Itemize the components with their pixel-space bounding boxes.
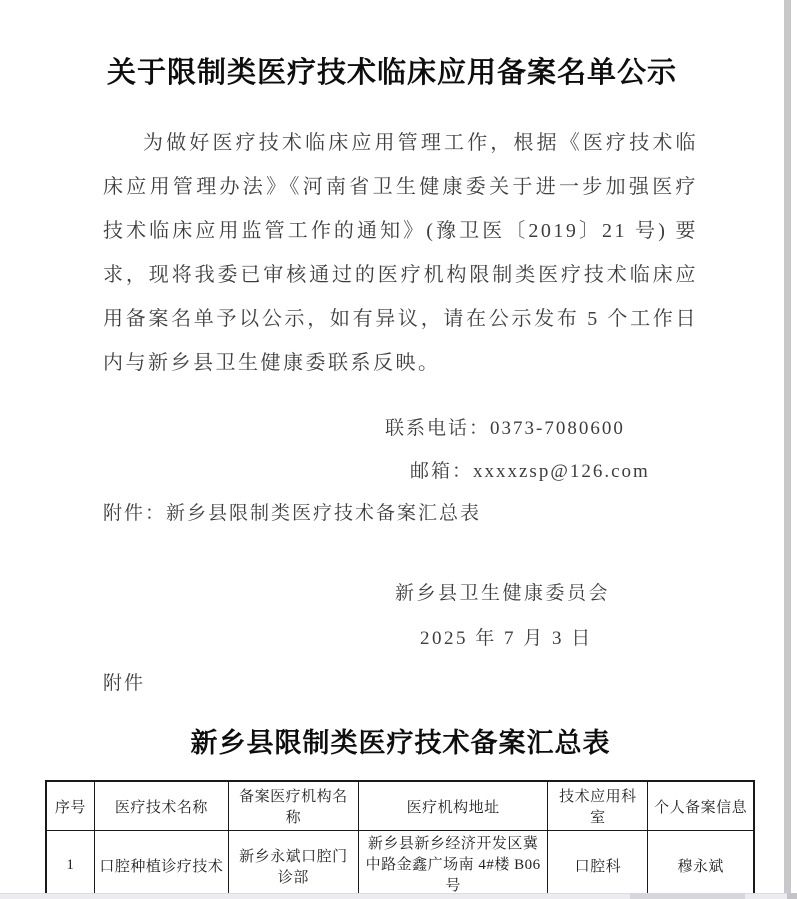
summary-table	[45, 780, 755, 893]
cell-person-info: 穆永斌	[648, 831, 754, 894]
header-tech-name: 医疗技术名称	[94, 781, 229, 831]
contact-email: 邮箱：xxxxzsp@126.com	[410, 461, 650, 482]
issuer-name: 新乡县卫生健康委员会	[395, 583, 611, 604]
attachment-note: 附件：新乡县限制类医疗技术备案汇总表	[103, 503, 482, 524]
contact-phone: 联系电话：0373-7080600	[385, 418, 625, 439]
issue-date: 2025 年 7 月 3 日	[420, 628, 593, 649]
cell-department: 口腔科	[548, 831, 648, 894]
header-org-address: 医疗机构地址	[358, 781, 548, 831]
cell-org-name: 新乡永斌口腔门诊部	[229, 831, 359, 894]
table-header-row	[46, 781, 754, 831]
cell-tech-name: 口腔种植诊疗技术	[94, 831, 229, 894]
header-org-name: 备案医疗机构名称	[229, 781, 359, 831]
header-seq: 序号	[46, 781, 94, 831]
attachment-heading: 附件	[103, 673, 146, 694]
cell-seq: 1	[46, 831, 94, 894]
summary-table-wrapper	[45, 780, 755, 893]
notice-body-paragraph: 为做好医疗技术临床应用管理工作，根据《医疗技术临床应用管理办法》《河南省卫生健康委关于进一步加强医疗技术临床应用监管工作的通知》(豫卫医〔2019〕21 号) 要求，现将我委已审核通过的医疗机构限制类医疗技术临床应用备案名单予以公示，如有异议，请在公示发布 5 个工作日内与新乡县卫生健康委联系反映。	[103, 132, 698, 374]
contact-block	[103, 407, 698, 493]
table-row	[46, 831, 754, 894]
vertical-scrollbar[interactable]	[784, 0, 791, 893]
page-title: 关于限制类医疗技术临床应用备案名单公示	[106, 57, 677, 89]
header-person-info: 个人备案信息	[648, 781, 754, 831]
horizontal-scrollbar-track[interactable]	[0, 893, 797, 899]
cell-org-address: 新乡县新乡经济开发区冀中路金鑫广场南 4#楼 B06 号	[358, 831, 548, 894]
signature-block	[103, 571, 698, 661]
scrollbar-corner	[787, 893, 797, 899]
document-content	[0, 121, 784, 760]
horizontal-scrollbar-thumb[interactable]	[630, 893, 745, 899]
table-title: 新乡县限制类医疗技术备案汇总表	[190, 728, 611, 758]
header-department: 技术应用科室	[548, 781, 648, 831]
